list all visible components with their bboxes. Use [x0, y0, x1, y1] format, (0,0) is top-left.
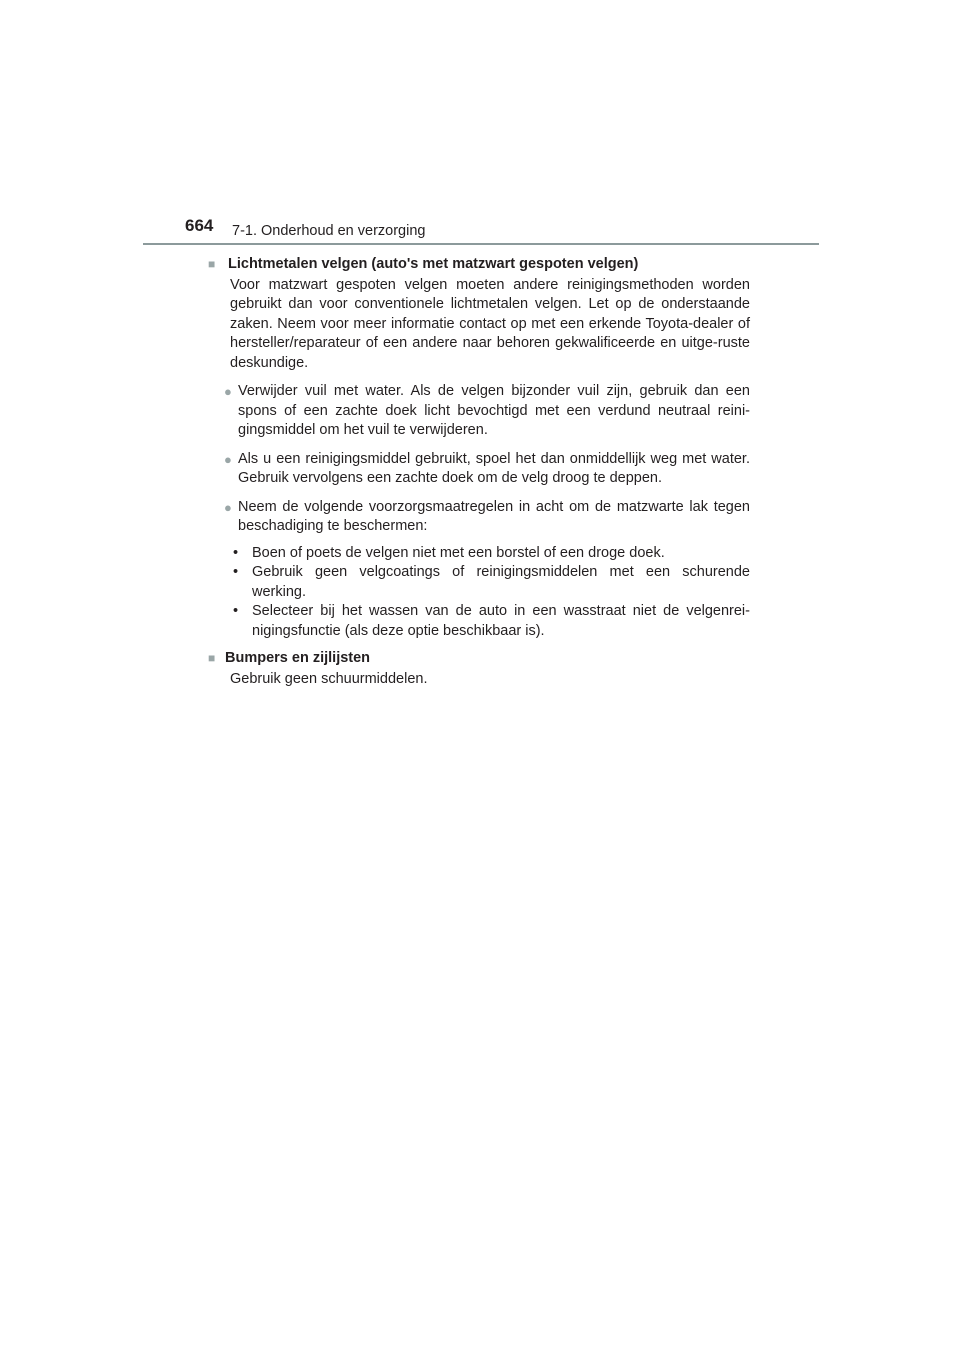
section-heading [208, 649, 750, 669]
sub-list [230, 544, 750, 642]
list-item-text: Verwijder vuil met water. Als de velgen bijzonder vuil zijn, gebruik dan een spons of een zachte doek licht bevochtigd met een verdund neutraal reini-gingsmiddel om het vuil te verwijderen. [238, 383, 750, 438]
list-item [224, 382, 750, 441]
sub-list-item-text: Boen of poets de velgen niet met een borstel of een droge doek. [252, 544, 665, 561]
sub-list-item [230, 563, 750, 602]
circle-bullet-icon: ● [224, 384, 232, 399]
circle-bullet-icon: ● [224, 451, 232, 467]
section-intro: Gebruik geen schuurmiddelen. [230, 670, 428, 687]
square-icon: ■ [208, 257, 216, 271]
sub-list-item-text: Gebruik geen velgcoatings of reinigingsmiddelen met een schurende werking. [252, 564, 750, 600]
list-item [224, 498, 750, 537]
section-heading-text: Lichtmetalen velgen (auto's met matzwart gespoten velgen) [228, 256, 639, 272]
circle-bullet-icon: ● [224, 499, 232, 515]
square-icon: ■ [208, 651, 216, 665]
sub-list-item-text: Selecteer bij het wassen van de auto in een wasstraat niet de velgenrei-nigingsfunctie (als deze optie beschikbaar is). [252, 603, 750, 639]
section-heading [208, 255, 750, 275]
sub-list-item [230, 544, 750, 564]
section-intro: Voor matzwart gespoten velgen moeten andere reinigingsmethoden worden gebruikt dan voor conventionele lichtmetalen velgen. Let op de onderstaande zaken. Neem voor meer informatie contact op met een erkende Toyota-dealer of hersteller/reparateur of een andere naar behoren gekwalificeerde en uitge-ruste deskundige. [230, 276, 750, 371]
chapter-title: 7-1. Onderhoud en verzorging [232, 223, 426, 239]
small-dot-icon: • [233, 544, 239, 561]
list-item-text: Als u een reinigingsmiddel gebruikt, spoel het dan onmiddellijk weg met water. Gebruik vervolgens een zachte doek om de velg droog te deppen. [238, 450, 750, 486]
small-dot-icon: • [233, 564, 239, 580]
list-item-text: Neem de volgende voorzorgsmaatregelen in acht om de matzwarte lak tegen beschadiging te beschermen: [238, 498, 750, 534]
list-item [224, 450, 750, 489]
small-dot-icon: • [233, 603, 239, 619]
header-divider [143, 243, 819, 245]
sub-list-item [230, 602, 750, 641]
page-content [208, 255, 750, 689]
page-number: 664 [185, 216, 214, 235]
section-heading-text: Bumpers en zijlijsten [225, 650, 371, 666]
